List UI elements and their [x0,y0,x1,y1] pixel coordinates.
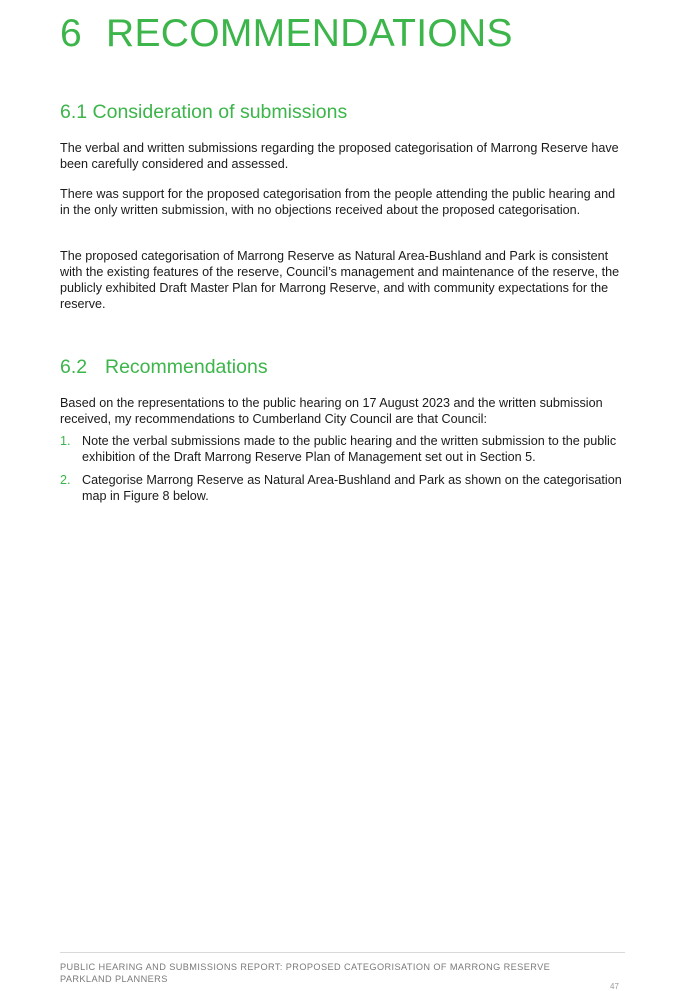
chapter-number: 6 [60,12,82,55]
list-marker: 1. [60,434,71,448]
footer-author: PARKLAND PLANNERS [60,974,168,984]
list-item [60,433,626,465]
recommendations-list [60,433,626,511]
page-footer [60,961,550,985]
list-item [60,472,626,504]
paragraph-6-1-1: The verbal and written submissions regarding the proposed categorisation of Marrong Reserve have been carefully considered and assessed. [60,141,619,171]
section-number: 6.2 [60,356,88,378]
list-item-text: Note the verbal submissions made to the public hearing and the written submission to the public exhibition of the Draft Marrong Reserve Plan of Management set out in Section 5. [82,434,617,464]
chapter-title [60,12,513,56]
page-number: 47 [610,982,619,991]
paragraph-6-1-3: The proposed categorisation of Marrong Reserve as Natural Area-Bushland and Park is consistent with the existing features of the reserve, Council’s management and maintenance of the reserve, the publicly exhibited Draft Master Plan for Marrong Reserve, and with community expectations for the reserve. [60,249,620,311]
section-title: Recommendations [105,356,268,378]
section-heading-6-1: 6.1 Consideration of submissions [60,101,348,123]
list-marker: 2. [60,473,71,487]
paragraph-6-2-intro: Based on the representations to the public hearing on 17 August 2023 and the written submission received, my recommendations to Cumberland City Council are that Council: [60,396,603,426]
paragraph-6-1-2: There was support for the proposed categorisation from the people attending the public hearing and in the only written submission, with no objections received about the proposed categorisation. [60,187,616,217]
footer-report-title: PUBLIC HEARING AND SUBMISSIONS REPORT: PROPOSED CATEGORISATION OF MARRONG RESERVE [60,962,551,972]
section-heading-6-2 [60,356,268,379]
chapter-title-text: RECOMMENDATIONS [106,12,513,55]
footer-divider [60,952,625,953]
list-item-text: Categorise Marrong Reserve as Natural Area-Bushland and Park as shown on the categorisation map in Figure 8 below. [82,473,622,503]
